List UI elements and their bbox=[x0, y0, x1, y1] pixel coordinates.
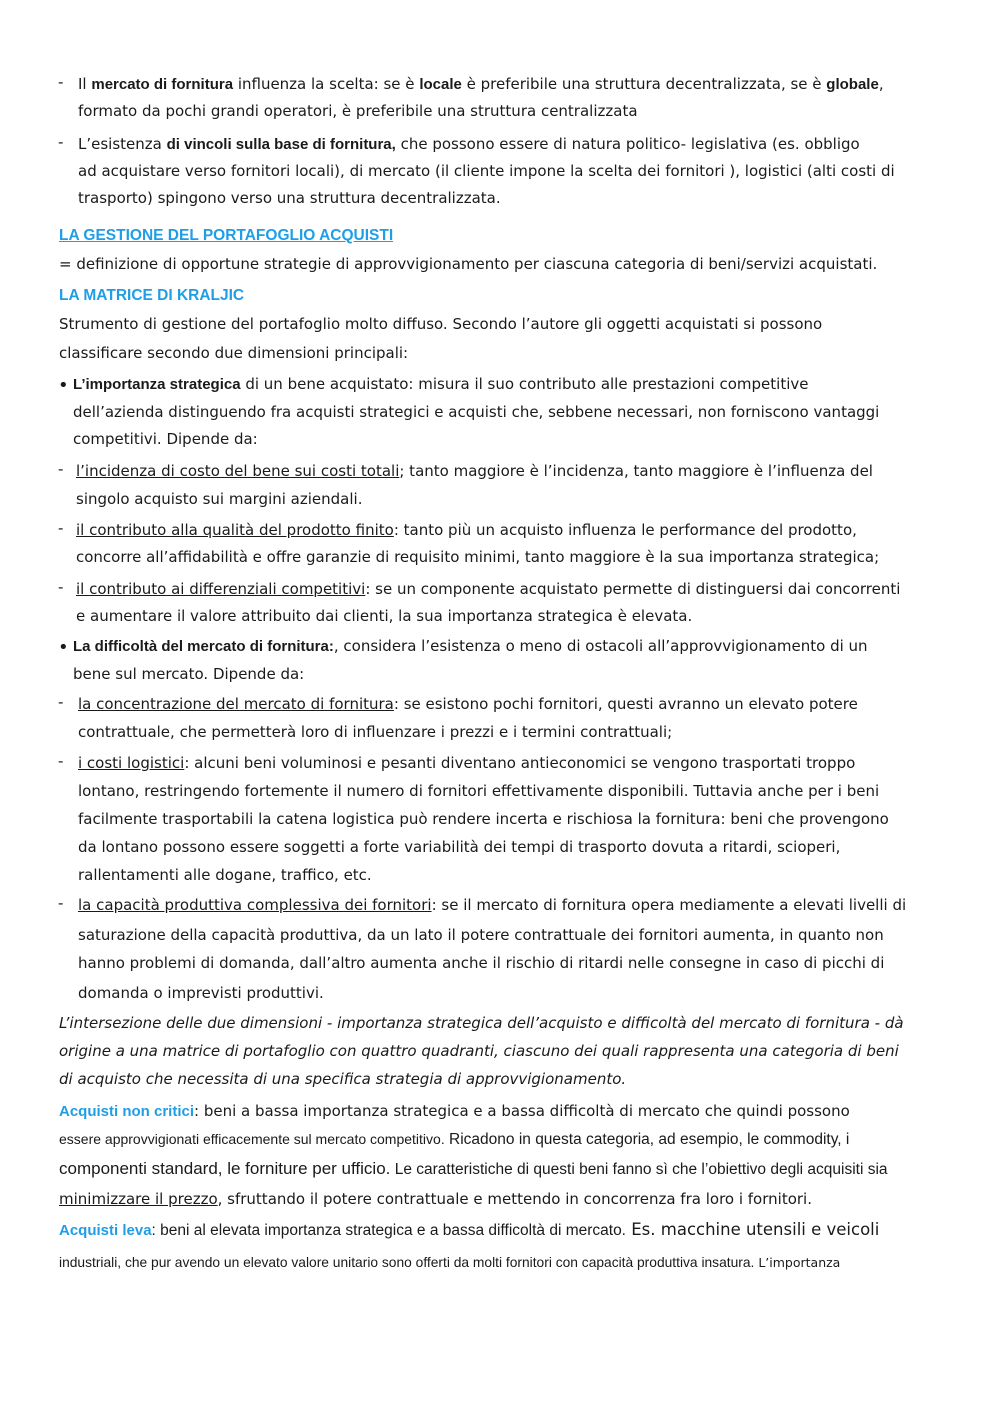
paragraph-line bbox=[59, 1159, 888, 1180]
paragraph-line bbox=[73, 374, 808, 395]
paragraph-line bbox=[59, 1189, 812, 1209]
paragraph-line: lontano, restringendo fortemente il numero di fornitori effettivamente disponibili. Tuttavia anche per i beni bbox=[78, 782, 880, 800]
paragraph-line: Strumento di gestione del portafoglio molto diffuso. Secondo l’autore gli oggetti acquistati si possono bbox=[59, 315, 823, 333]
text: essere approvvigionati efficacemente sul mercato competitivo. bbox=[59, 1131, 445, 1147]
text: , sfruttando il potere contrattuale e mettendo in concorrenza fra loro i fornitori. bbox=[217, 1190, 812, 1208]
italic-paragraph-line: L’intersezione delle due dimensioni - importanza strategica dell’acquisto e difficoltà del mercato di fornitura - dà bbox=[59, 1014, 904, 1032]
paragraph-line: facilmente trasportabili la catena logistica può rendere incerta e rischiosa la fornitura: beni che provengono bbox=[78, 810, 889, 828]
paragraph-line bbox=[59, 1101, 850, 1122]
dash-bullet: - bbox=[58, 519, 64, 537]
paragraph-line: da lontano possono essere soggetti a forte variabilità dei tempi di trasporto dovuta a ritardi, scioperi, bbox=[78, 838, 841, 856]
paragraph-line: trasporto) spingono verso una struttura decentralizzata. bbox=[78, 189, 501, 207]
paragraph-line: domanda o imprevisti produttivi. bbox=[78, 984, 324, 1002]
dot-bullet: • bbox=[58, 637, 69, 658]
text: Ricadono in questa categoria, ad esempio, le commodity, i bbox=[444, 1131, 850, 1148]
text: Es. macchine utensili e veicoli bbox=[626, 1220, 880, 1239]
paragraph-line: hanno problemi di domanda, dall’altro aumenta anche il rischio di ritardi nelle consegne in caso di picchi di bbox=[78, 954, 885, 972]
underlined-term: la capacità produttiva complessiva dei fornitori bbox=[78, 896, 432, 914]
paragraph-line bbox=[73, 636, 868, 657]
text: è preferibile una struttura decentralizzata, se è bbox=[461, 75, 827, 93]
bold-term: mercato di fornitura bbox=[91, 76, 234, 93]
dot-bullet: • bbox=[58, 375, 69, 396]
bold-term: La difficoltà del mercato di fornitura: bbox=[73, 638, 334, 655]
paragraph-line bbox=[59, 1252, 840, 1273]
paragraph-line: dell’azienda distinguendo fra acquisti strategici e acquisti che, sebbene necessari, non forniscono vantaggi bbox=[73, 403, 880, 421]
text: influenza la scelta: se è bbox=[233, 75, 420, 93]
paragraph-line bbox=[76, 520, 857, 540]
underlined-term: il contributo ai differenziali competitivi bbox=[76, 580, 366, 598]
paragraph-line bbox=[76, 461, 873, 481]
paragraph-line: concorre all’affidabilità e offre garanzie di requisito minimi, tanto maggiore è la sua importanza strategica; bbox=[76, 548, 880, 566]
text: : se esistono pochi fornitori, questi avranno un elevato potere bbox=[393, 695, 858, 713]
text: L’importanza bbox=[754, 1255, 841, 1270]
bold-term: di vincoli sulla base di fornitura, bbox=[166, 136, 396, 153]
paragraph-line: saturazione della capacità produttiva, da un lato il potere contrattuale dei fornitori aumenta, in quanto non bbox=[78, 926, 884, 944]
text: di un bene acquistato: misura il suo contributo alle prestazioni competitive bbox=[240, 375, 809, 393]
bold-term: globale bbox=[826, 76, 879, 93]
dash-bullet: - bbox=[58, 693, 64, 711]
text: : beni al elevata importanza strategica e a bassa difficoltà di mercato. bbox=[151, 1222, 626, 1239]
text: : se il mercato di fornitura opera mediamente a elevati livelli di bbox=[431, 896, 907, 914]
paragraph-line: bene sul mercato. Dipende da: bbox=[73, 665, 305, 683]
paragraph-line: contrattuale, che permetterà loro di influenzare i prezzi e i termini contrattuali; bbox=[78, 723, 673, 741]
paragraph-line: formato da pochi grandi operatori, è preferibile una struttura centralizzata bbox=[78, 102, 638, 120]
category-label: Acquisti leva bbox=[59, 1222, 152, 1239]
paragraph-line bbox=[59, 1129, 849, 1150]
text: Le caratteristiche di questi beni fanno sì che l’obiettivo degli acquisiti sia bbox=[390, 1161, 888, 1178]
underlined-term: minimizzare il prezzo bbox=[59, 1190, 218, 1208]
paragraph-line bbox=[76, 579, 900, 599]
text: ; tanto maggiore è l’incidenza, tanto maggiore è l’influenza del bbox=[399, 462, 873, 480]
underlined-term: il contributo alla qualità del prodotto finito bbox=[76, 521, 394, 539]
italic-paragraph-line: di acquisto che necessita di una specifica strategia di approvvigionamento. bbox=[59, 1070, 627, 1088]
text: componenti standard, le forniture per ufficio. bbox=[59, 1159, 391, 1178]
underlined-term: la concentrazione del mercato di fornitura bbox=[78, 695, 394, 713]
paragraph-line: rallentamenti alle dogane, traffico, etc. bbox=[78, 866, 372, 884]
text: che possono essere di natura politico- legislativa (es. obbligo bbox=[395, 135, 860, 153]
bold-term: L’importanza strategica bbox=[73, 376, 241, 393]
dash-bullet: - bbox=[58, 460, 64, 478]
text: : alcuni beni voluminosi e pesanti diventano antieconomici se vengono trasportati troppo bbox=[184, 754, 856, 772]
dash-bullet: - bbox=[58, 133, 64, 151]
text: industriali, che pur avendo un elevato valore unitario sono offerti da molti fornitori con capacità produttiva insatura. bbox=[59, 1255, 755, 1270]
paragraph-line bbox=[78, 694, 858, 714]
section-heading: LA MATRICE DI KRALJIC bbox=[59, 287, 245, 304]
paragraph-line: singolo acquisto sui margini aziendali. bbox=[76, 490, 363, 508]
dash-bullet: - bbox=[58, 752, 64, 770]
underlined-term: l’incidenza di costo del bene sui costi totali bbox=[76, 462, 400, 480]
italic-paragraph-line: origine a una matrice di portafoglio con quattro quadranti, ciascuno dei quali rappresenta una categoria di beni bbox=[59, 1042, 899, 1060]
text: : tanto più un acquisto influenza le performance del prodotto, bbox=[393, 521, 857, 539]
paragraph-line: e aumentare il valore attribuito dai clienti, la sua importanza strategica è elevata. bbox=[76, 607, 693, 625]
text: , bbox=[878, 75, 884, 93]
underlined-term: i costi logistici bbox=[78, 754, 185, 772]
dash-bullet: - bbox=[58, 578, 64, 596]
text: : beni a bassa importanza strategica e a bassa difficoltà di mercato che quindi possono bbox=[194, 1102, 850, 1120]
text: , considera l’esistenza o meno di ostacoli all’approvvigionamento di un bbox=[333, 637, 868, 655]
paragraph-line bbox=[78, 134, 860, 155]
category-label: Acquisti non critici bbox=[59, 1103, 195, 1120]
text: : se un componente acquistato permette di distinguersi dai concorrenti bbox=[365, 580, 901, 598]
paragraph-line: competitivi. Dipende da: bbox=[73, 430, 258, 448]
text: Il bbox=[78, 75, 92, 93]
definition-line: = definizione di opportune strategie di approvvigionamento per ciascuna categoria di beni/servizi acquistati. bbox=[59, 255, 878, 273]
bold-term: locale bbox=[419, 76, 462, 93]
dash-bullet: - bbox=[58, 73, 64, 91]
dash-bullet: - bbox=[58, 894, 64, 912]
paragraph-line bbox=[59, 1220, 879, 1241]
paragraph-line bbox=[78, 74, 884, 95]
paragraph-line: ad acquistare verso fornitori locali), di mercato (il cliente impone la scelta dei fornitori ), logistici (alti costi di bbox=[78, 162, 895, 180]
paragraph-line bbox=[78, 895, 906, 915]
text: L’esistenza bbox=[78, 135, 167, 153]
paragraph-line bbox=[78, 753, 855, 773]
section-heading: LA GESTIONE DEL PORTAFOGLIO ACQUISTI bbox=[59, 227, 394, 244]
paragraph-line: classificare secondo due dimensioni principali: bbox=[59, 344, 409, 362]
